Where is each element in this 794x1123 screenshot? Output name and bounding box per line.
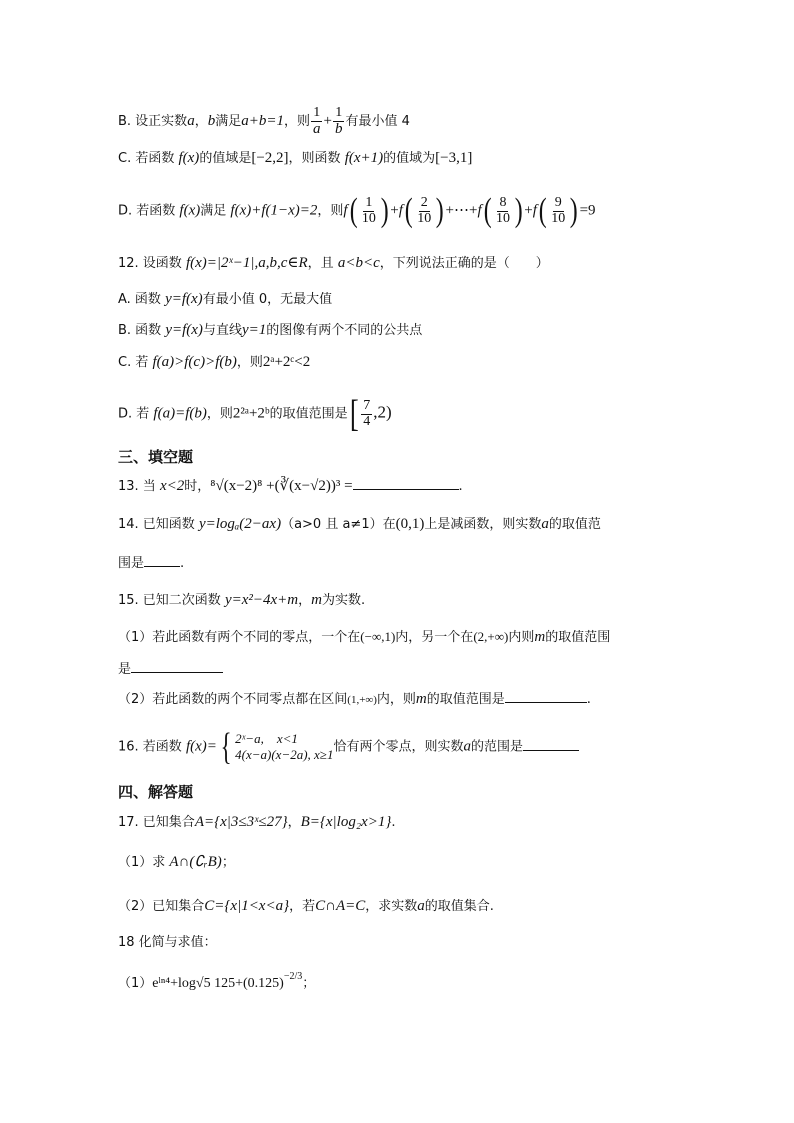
q11-d-prefix: D. 若函数 xyxy=(118,203,176,219)
q14-line2 xyxy=(118,557,184,570)
q12-option-d: D. 若 f(a)=f(b)，则2²ᵃ+2ᵇ的取值范围是[ $\frac{7}{4}$ ,2) xyxy=(118,393,392,435)
q17-p2-set-c: C={x|1<x<a} xyxy=(204,898,290,914)
q17-p1-end: ； xyxy=(221,855,235,870)
q17-prefix: 17. 已知集合 xyxy=(118,815,195,830)
q12-c-res: 2ᵃ+2ᶜ<2 xyxy=(262,354,311,370)
q11-d-dots: +⋯+ xyxy=(445,202,478,219)
q17-p2-prefix: （2）已知集合 xyxy=(118,899,205,914)
q11-b-then: ，则 xyxy=(283,114,310,130)
q16 xyxy=(118,728,579,766)
q17-p2-var: a xyxy=(417,898,425,914)
q15-p1-mid2: 内则 xyxy=(508,630,535,645)
q12-option-b xyxy=(118,323,422,338)
q12-d-tail: 的取值范围是 xyxy=(269,406,348,422)
q15-p2-end: . xyxy=(586,692,591,707)
q17-set-b: B={x|log₂x>1} xyxy=(300,814,392,830)
q18-part1 xyxy=(118,972,315,991)
q16-brace: { xyxy=(220,726,232,768)
q11-d-fx: f(x) xyxy=(179,202,201,219)
q16-answer-blank[interactable] xyxy=(523,750,579,751)
q12-d-cond: f(a)=f(b) xyxy=(153,405,207,422)
q18-p1-prefix: （1） xyxy=(118,976,153,991)
q11-b-frac-1a: $\frac{1}{a}$ xyxy=(312,105,321,137)
q11-d-f2: f xyxy=(398,202,403,219)
q11-c-mid2: ，则函数 xyxy=(288,151,341,166)
q15-p1-mid: 内，另一个在 xyxy=(395,630,474,645)
q15-tail: 为实数. xyxy=(321,593,366,608)
q15-p2-var: m xyxy=(415,691,427,707)
q12-d-prefix: D. 若 xyxy=(118,406,150,422)
q15-p2-int: (1,+∞) xyxy=(347,694,377,706)
q11-b-prefix: B. 设正实数 xyxy=(118,114,188,130)
q11-c-prefix: C. 若函数 xyxy=(118,151,175,166)
q11-b-cond: a+b=1 xyxy=(241,113,284,130)
q12-d-expr: 2²ᵃ+2ᵇ xyxy=(232,405,270,422)
q14-line2-text: 围是 xyxy=(118,556,145,571)
q15-p2-tail: 的取值范围是 xyxy=(426,692,505,707)
q17-end: . xyxy=(391,815,396,830)
q13-end: . xyxy=(458,479,463,494)
q12-c-cond: f(a)>f(c)>f(b) xyxy=(152,354,237,370)
q15-p1-line2: 是 xyxy=(118,662,132,677)
q11-d-f3: f xyxy=(477,202,482,219)
q12-option-a xyxy=(118,292,332,307)
q13-expr: ⁸√(x−2)⁸ +(∛(x−√2))³ = xyxy=(210,478,353,494)
q16-cases: 2ˣ−a, x<1 4(x−a)(x−2a), x≥1 xyxy=(235,730,334,762)
q18-p1-exp: −2/3 xyxy=(283,971,303,982)
q17-part1 xyxy=(118,855,235,870)
q12-a-tail: 有最小值 0，无最大值 xyxy=(202,292,333,307)
q11-d-then: ，则 xyxy=(317,203,344,219)
q11-c-mid3: 的值域为 xyxy=(383,151,436,166)
q12-b-line: y=1 xyxy=(241,322,267,338)
q17-p2-mid: ，若 xyxy=(289,899,316,914)
q12-tail: ，下列说法正确的是（ ） xyxy=(379,256,549,271)
q11-option-c xyxy=(118,151,472,166)
q17-part2 xyxy=(118,899,494,914)
section-4-title: 四、解答题 xyxy=(118,783,194,801)
q11-b-var-b: b xyxy=(207,113,216,130)
q17-p2-tail2: 的取值集合. xyxy=(424,899,494,914)
q17-p2-cond: C∩A=C xyxy=(315,898,366,914)
q11-d-eq: f(x)+f(1−x)=2 xyxy=(230,202,318,219)
q13-answer-blank[interactable] xyxy=(353,489,459,490)
q15-part2 xyxy=(118,692,591,707)
q12-b-func: y=f(x) xyxy=(165,322,203,338)
q11-d-f1: f xyxy=(343,202,348,219)
q15-part1 xyxy=(118,630,610,645)
q11-b-var-a: a xyxy=(187,113,195,130)
q15-func: y=x²−4x+m xyxy=(224,592,299,608)
q15-p1-int1: (−∞,1) xyxy=(360,629,396,644)
q11-d-frac-9: $\frac{9}{10}$ xyxy=(551,194,566,226)
q13 xyxy=(118,479,463,494)
q17-p1-prefix: （1）求 xyxy=(118,855,166,870)
q11-d-mid: 满足 xyxy=(200,203,227,219)
q14-end: . xyxy=(180,556,185,571)
q11-option-b xyxy=(118,106,410,137)
q12-c-prefix: C. 若 xyxy=(118,355,149,370)
q12-a-func: y=f(x) xyxy=(165,291,203,307)
q11-c-fx: f(x) xyxy=(178,150,200,166)
q11-b-plus: + xyxy=(323,113,332,130)
q11-b-tail: 有最小值 4 xyxy=(345,114,410,130)
q12-c-then: ，则 xyxy=(236,355,263,370)
q11-d-result: =9 xyxy=(579,202,596,219)
q12-b-mid: 与直线 xyxy=(202,323,242,338)
q12-d-frac: $\frac{7}{4}$ xyxy=(363,397,371,429)
q11-b-mid: 满足 xyxy=(215,114,242,130)
q15-p1-int2: (2,+∞) xyxy=(473,629,509,644)
q17-p1-expr: A∩(∁ᵣB) xyxy=(169,854,222,870)
q18-title-text: 18 化简与求值： xyxy=(118,935,217,950)
q11-b-comma: ， xyxy=(194,114,208,130)
q16-prefix: 16. 若函数 xyxy=(118,739,182,755)
q15-mid: ， xyxy=(298,593,312,608)
q16-func: f(x)= xyxy=(185,738,217,755)
q12-b-tail: 的图像有两个不同的公共点 xyxy=(266,323,423,338)
q14-tail: 上是减函数，则实数 xyxy=(424,517,542,532)
q12-a-prefix: A. 函数 xyxy=(118,292,161,307)
q11-c-range: [−2,2] xyxy=(251,150,289,166)
q11-c-mid: 的值域是 xyxy=(199,151,252,166)
q15-p1-prefix: （1）若此函数有两个不同的零点，一个在 xyxy=(118,630,361,645)
q14-var: a xyxy=(541,516,549,532)
q11-b-frac-1b: $\frac{1}{b}$ xyxy=(334,105,343,137)
q14-prefix: 14. 已知函数 xyxy=(118,517,195,532)
q11-c-fx1: f(x+1) xyxy=(344,150,384,166)
q15-p1-answer-blank[interactable] xyxy=(131,672,223,673)
q16-var: a xyxy=(463,738,471,755)
q12-prefix: 12. 设函数 xyxy=(118,256,182,271)
q17 xyxy=(118,815,395,830)
q15 xyxy=(118,593,365,608)
q14-cond: （a>0 且 a≠1）在 xyxy=(281,517,396,532)
q15-part1-line2 xyxy=(118,663,223,676)
q15-var: m xyxy=(311,592,322,608)
q15-p1-tail: 的取值范围 xyxy=(545,630,611,645)
q12-d-close: ,2) xyxy=(373,402,392,422)
q17-mid: ， xyxy=(287,815,301,830)
q14-interval: (0,1) xyxy=(395,516,425,532)
q14-answer-blank[interactable] xyxy=(144,566,180,567)
q12-func: f(x)=|2ˣ−1|,a,b,c∈R xyxy=(185,255,308,271)
q14 xyxy=(118,517,601,532)
q16-tail: 恰有两个零点，则实数 xyxy=(333,739,464,755)
q13-prefix: 13. 当 xyxy=(118,479,156,494)
section-3-title: 三、填空题 xyxy=(118,448,194,466)
q12-ineq: a<b<c xyxy=(337,255,380,271)
q11-d-f4: f xyxy=(532,202,537,219)
q16-tail2: 的范围是 xyxy=(470,739,523,755)
q18-p1-expr: eˡⁿ⁴+log√5 125+(0.125) xyxy=(152,976,284,991)
q12-b-prefix: B. 函数 xyxy=(118,323,162,338)
q12-mid: ，且 xyxy=(307,256,334,271)
q15-p2-mid: 内，则 xyxy=(376,692,416,707)
q12-d-then: ，则 xyxy=(206,406,233,422)
q14-tail2: 的取值范 xyxy=(548,517,601,532)
q15-p2-prefix: （2）若此函数的两个不同零点都在区间 xyxy=(118,692,348,707)
q14-func: y=logₐ(2−ax) xyxy=(198,516,282,532)
q12-option-c xyxy=(118,355,310,370)
q17-set-a: A={x|3≤3ˣ≤27} xyxy=(194,814,288,830)
q13-cond: x<2 xyxy=(159,478,185,494)
q11-d-frac-8: $\frac{8}{10}$ xyxy=(495,194,510,226)
q15-prefix: 15. 已知二次函数 xyxy=(118,593,221,608)
q11-d-frac-1: $\frac{1}{10}$ xyxy=(361,194,376,226)
q11-option-d: D. 若函数 f(x)满足 f(x)+f(1−x)=2，则f( $\frac{1}{10}$ ) +f( $\frac{2}{10}$ ) +⋯+f( $\frac{8}{10}$ ) +f( $\frac{9}{10}$ ) =9 xyxy=(118,192,596,229)
q18-title xyxy=(118,936,217,949)
q13-mid: 时， xyxy=(184,479,211,494)
q12-stem xyxy=(118,256,549,271)
q15-p2-answer-blank[interactable] xyxy=(505,702,587,703)
q18-p1-end: ； xyxy=(302,976,316,991)
q17-p2-tail: ，求实数 xyxy=(365,899,418,914)
q15-p1-var: m xyxy=(534,629,546,645)
q11-d-frac-2: $\frac{2}{10}$ xyxy=(417,194,432,226)
q11-c-range2: [−3,1] xyxy=(435,150,473,166)
